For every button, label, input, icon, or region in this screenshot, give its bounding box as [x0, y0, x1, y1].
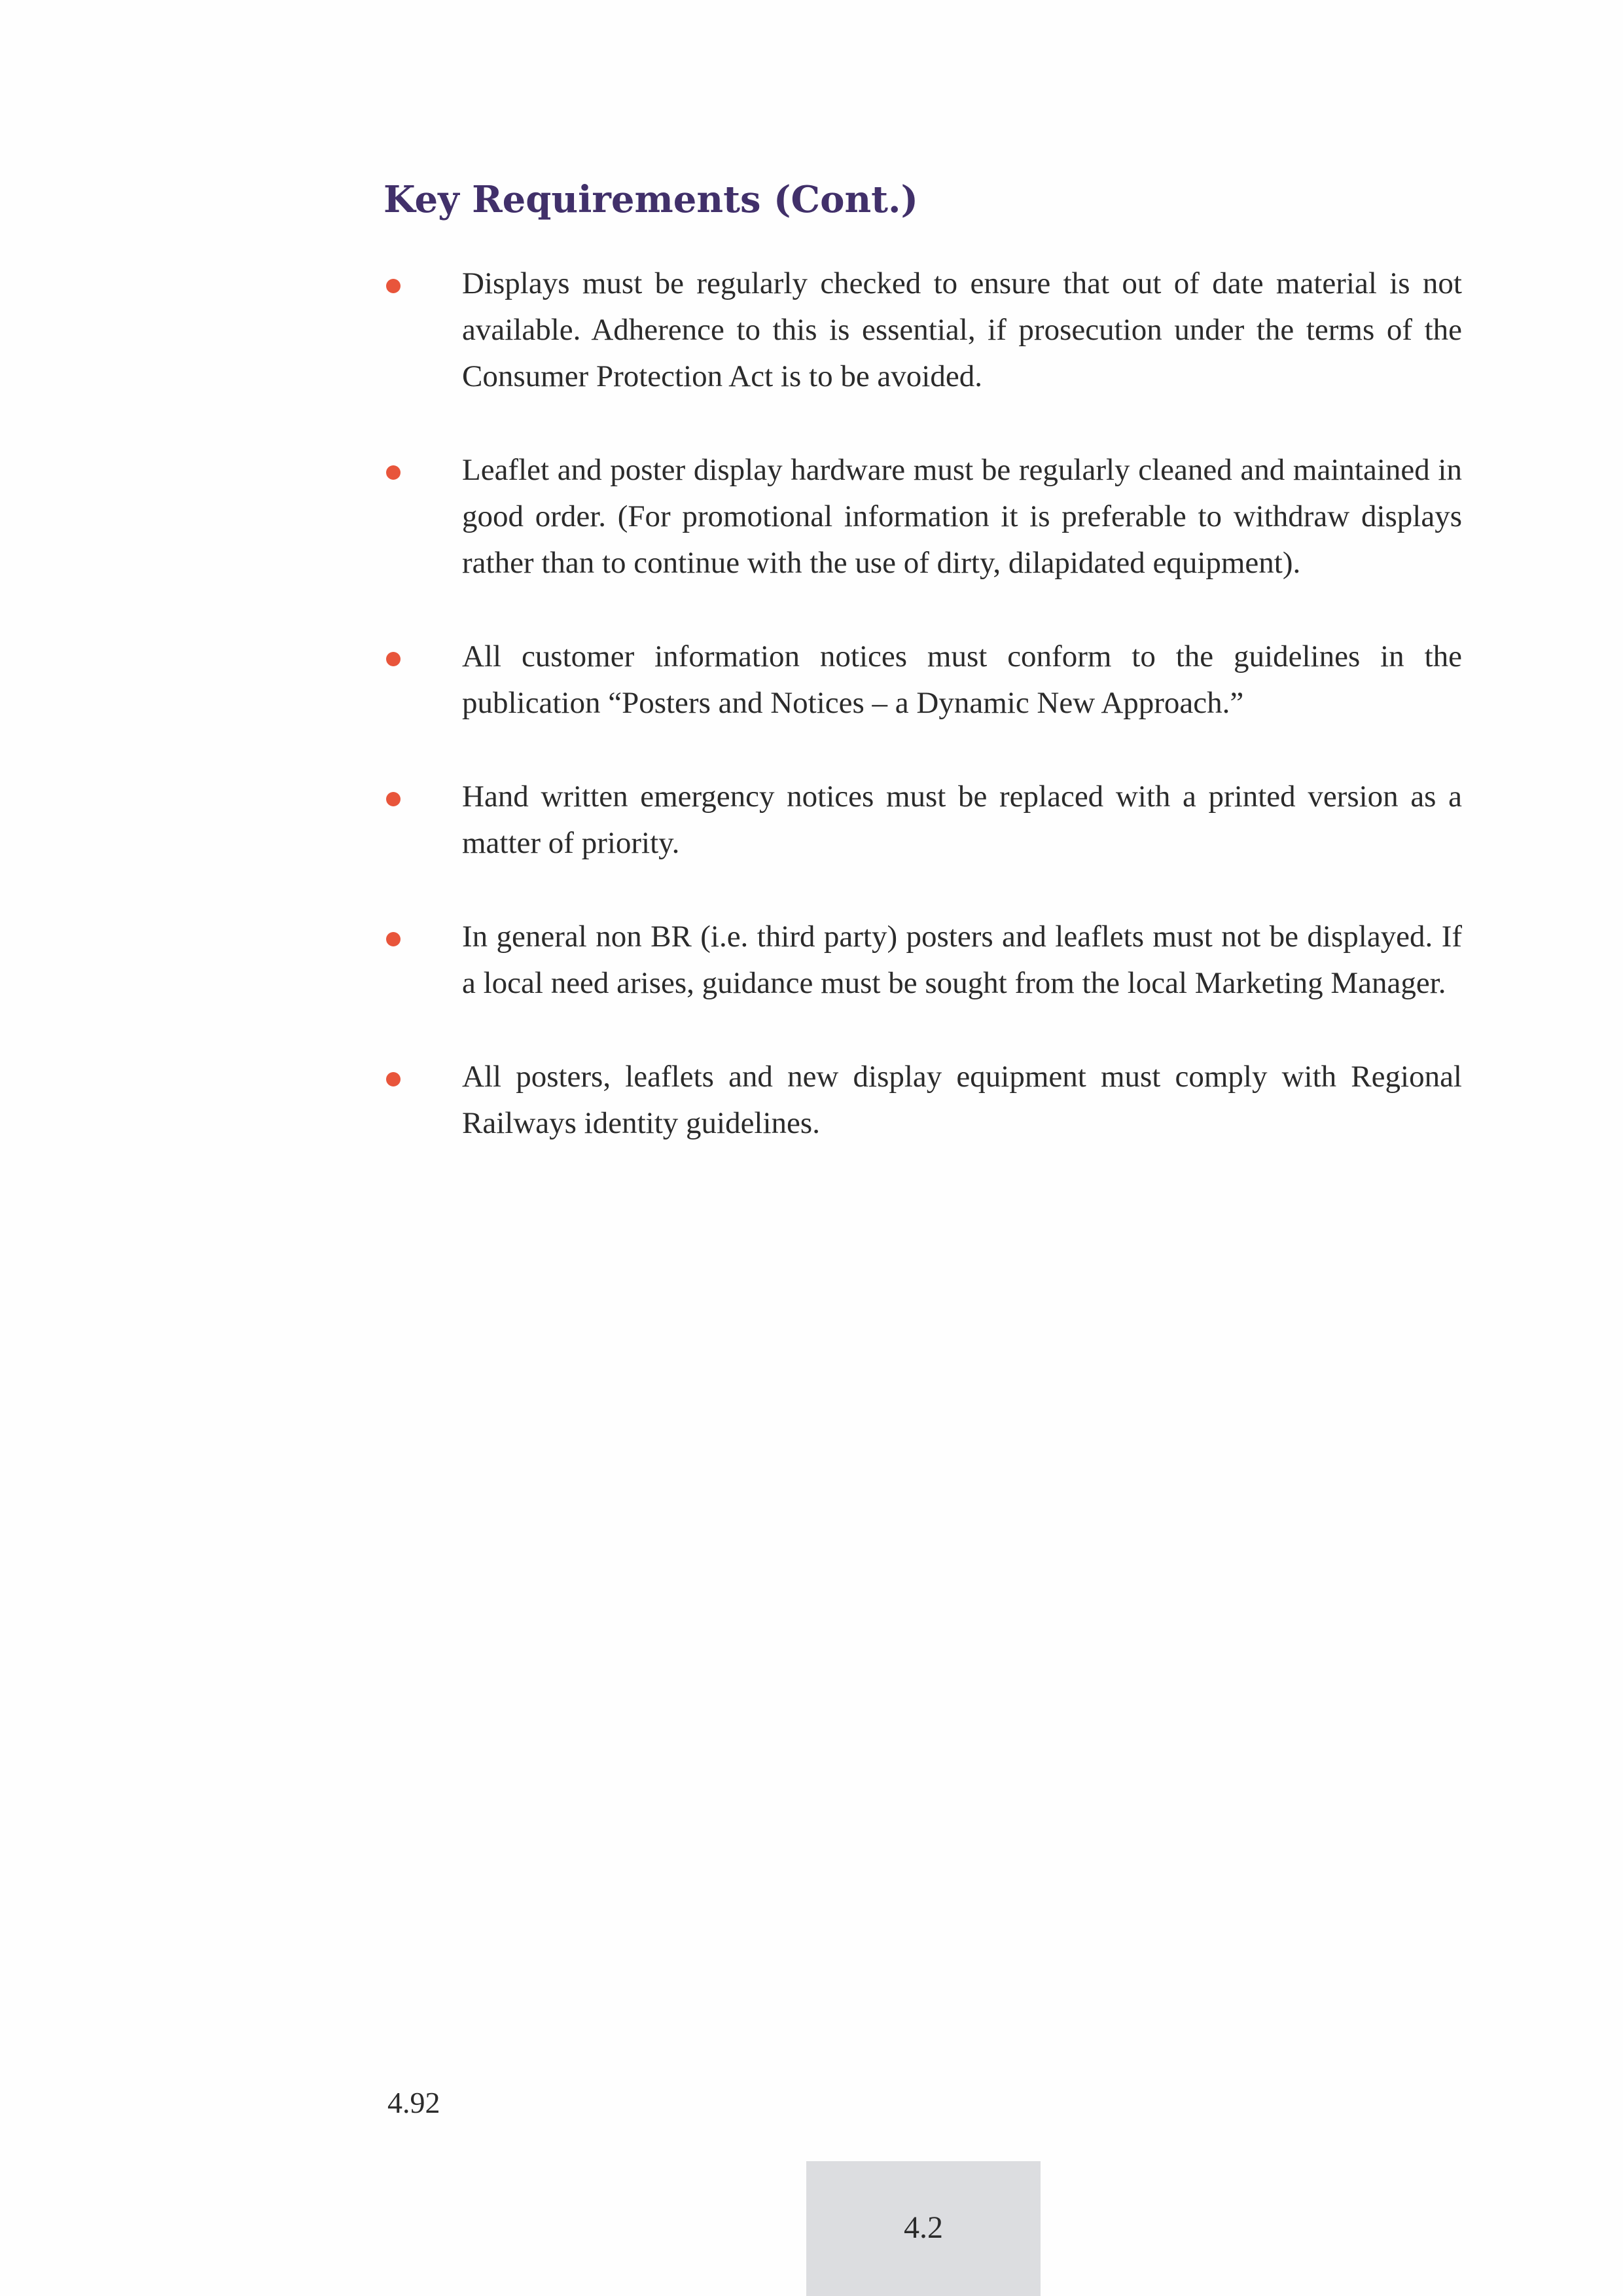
bullet-dot-icon [386, 465, 401, 480]
list-item-text: All customer information notices must conform to the guidelines in the publication “Posters and Notices – a Dynamic New Approach.” [462, 639, 1462, 720]
requirements-list [383, 260, 1463, 1194]
list-item [383, 447, 1463, 586]
list-item-text: In general non BR (i.e. third party) posters and leaflets must not be displayed. If a local need arises, guidance must be sought from the local Marketing Manager. [462, 920, 1462, 1000]
bullet-dot-icon [386, 279, 401, 293]
list-item [383, 774, 1463, 867]
section-tab-label: 4.2 [904, 2210, 943, 2245]
bullet-dot-icon [386, 652, 401, 666]
bullet-dot-icon [386, 1072, 401, 1086]
page-heading: Key Requirements (Cont.) [383, 178, 919, 221]
list-item [383, 914, 1463, 1007]
list-item [383, 634, 1463, 726]
list-item [383, 260, 1463, 400]
list-item-text: All posters, leaflets and new display equipment must comply with Regional Railways identity guidelines. [462, 1060, 1462, 1140]
bullet-dot-icon [386, 932, 401, 946]
section-tab [806, 2161, 1041, 2296]
list-item-text: Leaflet and poster display hardware must be regularly cleaned and maintained in good order. (For promotional information it is preferable to withdraw displays rather than to continue with the use of dirty, dilapidated equipment). [462, 453, 1462, 580]
list-item [383, 1054, 1463, 1147]
bullet-dot-icon [386, 792, 401, 806]
list-item-text: Hand written emergency notices must be replaced with a printed version as a matter of priority. [462, 780, 1462, 860]
page-number: 4.92 [387, 2086, 440, 2119]
list-item-text: Displays must be regularly checked to ensure that out of date material is not available. Adherence to this is essential, if prosecution under the terms of the Consumer Protection Act is to be avoided. [462, 266, 1462, 393]
